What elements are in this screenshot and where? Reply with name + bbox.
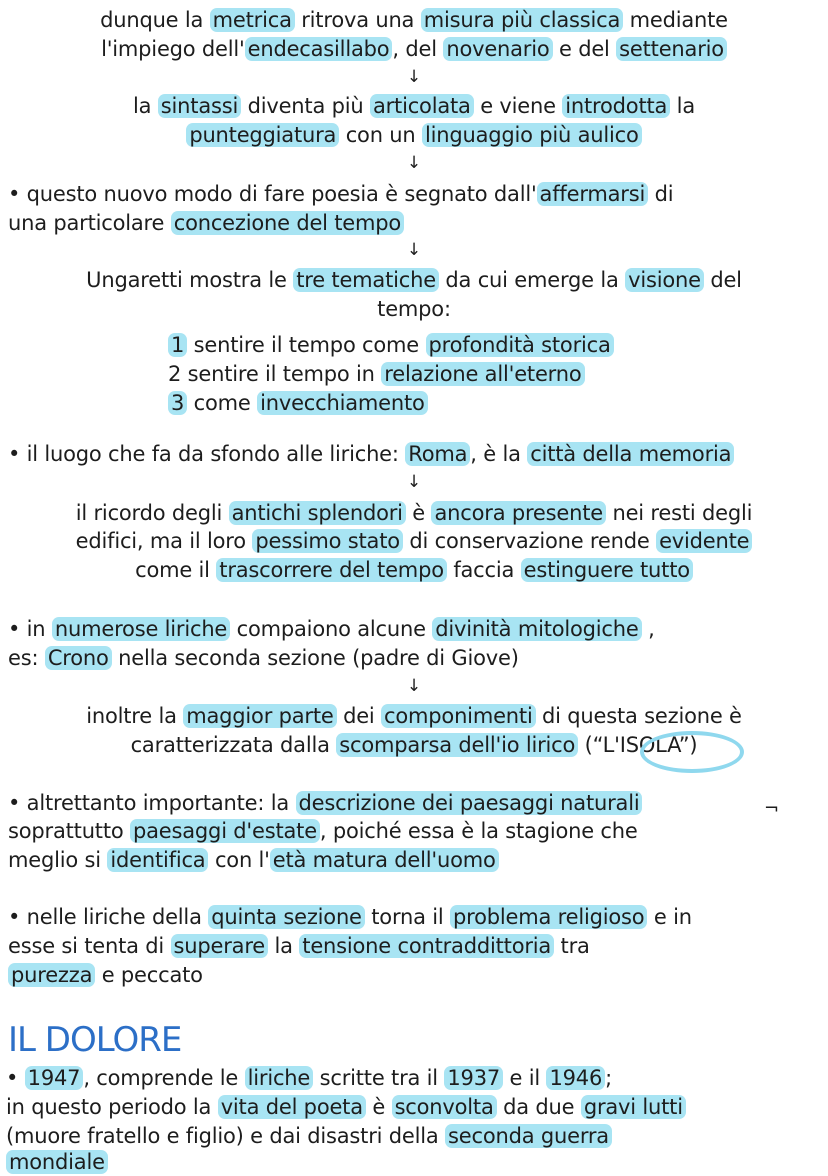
text-segment: , poiché essa è la stagione che [319, 819, 638, 843]
text-segment: la [268, 934, 300, 958]
highlighted-text: settenario [616, 37, 727, 61]
text-segment: • nelle liriche della [8, 905, 209, 929]
text-segment: nei resti degli [605, 501, 753, 525]
text-segment: da cui emerge la [438, 268, 626, 292]
text-segment: , del [392, 37, 444, 61]
highlighted-text: mondiale [6, 1150, 108, 1174]
text-segment: come [187, 391, 258, 415]
text-segment: • in [8, 617, 52, 641]
highlighted-text: endecasillabo [245, 37, 393, 61]
text-line [0, 92, 828, 120]
text-segment: 2 sentire il tempo in [168, 362, 382, 386]
highlighted-text: ancora presente [431, 501, 606, 525]
text-segment: dunque la [100, 8, 210, 32]
text-segment: , [641, 617, 655, 641]
highlighted-text: città della memoria [527, 442, 734, 466]
highlighted-text: pessimo stato [252, 529, 402, 553]
text-line [8, 903, 828, 931]
text-segment: l'impiego dell' [101, 37, 245, 61]
text-line [8, 932, 828, 960]
text-segment: con l' [208, 848, 270, 872]
highlighted-text: invecchiamento [257, 391, 428, 415]
text-segment: sentire il tempo come [187, 333, 426, 357]
text-segment: e peccato [95, 963, 203, 987]
text-segment: del [703, 268, 742, 292]
text-segment: meglio si [8, 848, 108, 872]
highlighted-text: trascorrere del tempo [216, 558, 447, 582]
circle-mark [640, 731, 744, 773]
highlighted-text: linguaggio più aulico [422, 123, 642, 147]
text-segment: edifici, ma il loro [75, 529, 253, 553]
highlighted-text: misura più classica [421, 8, 623, 32]
highlighted-text: liriche [245, 1066, 314, 1090]
text-segment: , comprende le [83, 1066, 245, 1090]
highlighted-text: punteggiatura [186, 123, 339, 147]
text-segment: la [670, 94, 695, 118]
text-segment: inoltre la [86, 704, 184, 728]
text-segment: diventa più [241, 94, 370, 118]
text-segment: , è la [470, 442, 528, 466]
text-segment: • altrettanto importante: la [8, 791, 296, 815]
highlighted-text: profondità storica [426, 333, 614, 357]
text-line [168, 389, 828, 417]
highlighted-text: tensione contraddittoria [299, 934, 554, 958]
highlighted-text: gravi lutti [581, 1095, 686, 1119]
down-arrow-icon: ↓ [406, 153, 422, 173]
highlighted-text: scomparsa dell'io lirico [336, 733, 578, 757]
text-line [0, 556, 828, 584]
text-line [6, 1064, 828, 1092]
down-arrow-icon: ↓ [406, 676, 422, 696]
text-line [8, 180, 828, 208]
highlighted-text: quinta sezione [208, 905, 365, 929]
text-segment: una particolare [8, 211, 171, 235]
highlighted-text: 3 [168, 391, 187, 415]
text-line [0, 121, 828, 149]
text-segment: soprattutto [8, 819, 130, 843]
text-line [0, 499, 828, 527]
text-segment: di questa sezione è [535, 704, 742, 728]
highlighted-text: paesaggi d'estate [130, 819, 320, 843]
text-segment: e del [552, 37, 617, 61]
text-segment: • [6, 1066, 25, 1090]
down-arrow-icon: ↓ [406, 472, 422, 492]
text-segment: ritrova una [294, 8, 421, 32]
highlighted-text: metrica [210, 8, 295, 32]
text-segment: es: [8, 646, 45, 670]
text-segment: e in [647, 905, 692, 929]
highlighted-text: 1 [168, 333, 187, 357]
text-line [8, 209, 828, 237]
text-segment: esse si tenta di [8, 934, 171, 958]
text-line [6, 1122, 828, 1150]
text-line [8, 961, 828, 989]
text-line [8, 817, 828, 845]
highlighted-text: antichi splendori [229, 501, 406, 525]
text-line [8, 615, 828, 643]
text-segment: (muore fratello e figlio) e dai disastri della [6, 1124, 446, 1148]
highlighted-text: concezione del tempo [171, 211, 404, 235]
text-line [0, 702, 828, 730]
highlighted-text: numerose liriche [52, 617, 230, 641]
highlighted-text: tre tematiche [293, 268, 439, 292]
text-line [8, 644, 828, 672]
highlighted-text: superare [171, 934, 269, 958]
highlighted-text: descrizione dei paesaggi naturali [296, 791, 643, 815]
text-line [0, 266, 828, 294]
text-segment: tra [554, 934, 590, 958]
text-segment: (“L'ISOLA”) [578, 733, 698, 757]
highlighted-text: sintassi [158, 94, 241, 118]
highlighted-text: evidente [656, 529, 752, 553]
text-segment: di conservazione rende [402, 529, 657, 553]
text-segment: Ungaretti mostra le [86, 268, 294, 292]
highlighted-text: introdotta [562, 94, 670, 118]
highlighted-text: seconda guerra [445, 1124, 612, 1148]
highlighted-text: estinguere tutto [521, 558, 693, 582]
highlighted-text: purezza [8, 963, 95, 987]
text-segment: ; [605, 1066, 613, 1090]
highlighted-text: sconvolta [392, 1095, 497, 1119]
highlighted-text: componimenti [381, 704, 536, 728]
text-segment: mediante [623, 8, 728, 32]
text-segment: torna il [364, 905, 451, 929]
text-segment: nella seconda sezione (padre di Giove) [111, 646, 519, 670]
text-line [168, 331, 828, 359]
highlighted-text: Crono [45, 646, 112, 670]
text-line [168, 360, 828, 388]
highlighted-text: maggior parte [183, 704, 336, 728]
highlighted-text: divinità mitologiche [432, 617, 641, 641]
text-line [8, 789, 828, 817]
text-segment: faccia [446, 558, 521, 582]
highlighted-text: novenario [443, 37, 552, 61]
text-line [0, 6, 828, 34]
highlighted-text: età matura dell'uomo [270, 848, 499, 872]
highlighted-text: affermarsi [537, 182, 649, 206]
highlighted-text: identifica [107, 848, 208, 872]
text-segment: e il [503, 1066, 547, 1090]
text-segment: è [365, 1095, 392, 1119]
highlighted-text: 1947 [25, 1066, 84, 1090]
highlighted-text: visione [625, 268, 704, 292]
highlighted-text: vita del poeta [218, 1095, 366, 1119]
text-segment: scritte tra il [313, 1066, 445, 1090]
text-line [6, 1148, 828, 1176]
section-heading: IL DOLORE [8, 1020, 182, 1060]
text-segment: tempo: [377, 297, 451, 321]
text-segment: di [648, 182, 674, 206]
text-segment: • questo nuovo modo di fare poesia è segnato dall' [8, 182, 537, 206]
text-line [0, 527, 828, 555]
hook-arrow-icon: ¬ [764, 798, 780, 819]
text-segment: e viene [473, 94, 563, 118]
text-segment: in questo periodo la [6, 1095, 218, 1119]
highlighted-text: articolata [370, 94, 474, 118]
text-segment: la [133, 94, 158, 118]
text-line [8, 440, 828, 468]
highlighted-text: 1937 [444, 1066, 503, 1090]
highlighted-text: 1946 [546, 1066, 605, 1090]
text-line [6, 1093, 828, 1121]
text-segment: da due [496, 1095, 581, 1119]
text-segment: compaiono alcune [230, 617, 433, 641]
highlighted-text: problema religioso [450, 905, 647, 929]
down-arrow-icon: ↓ [406, 67, 422, 87]
down-arrow-icon: ↓ [406, 240, 422, 260]
text-line [0, 295, 828, 323]
text-segment: il ricordo degli [75, 501, 229, 525]
highlighted-text: Roma [405, 442, 470, 466]
highlighted-text: relazione all'eterno [381, 362, 584, 386]
text-segment: con un [339, 123, 422, 147]
text-segment: come il [135, 558, 217, 582]
text-segment: dei [336, 704, 382, 728]
text-line [8, 846, 828, 874]
text-segment: caratterizzata dalla [130, 733, 337, 757]
text-segment: è [405, 501, 432, 525]
text-segment: • il luogo che fa da sfondo alle liriche: [8, 442, 406, 466]
text-line [0, 35, 828, 63]
